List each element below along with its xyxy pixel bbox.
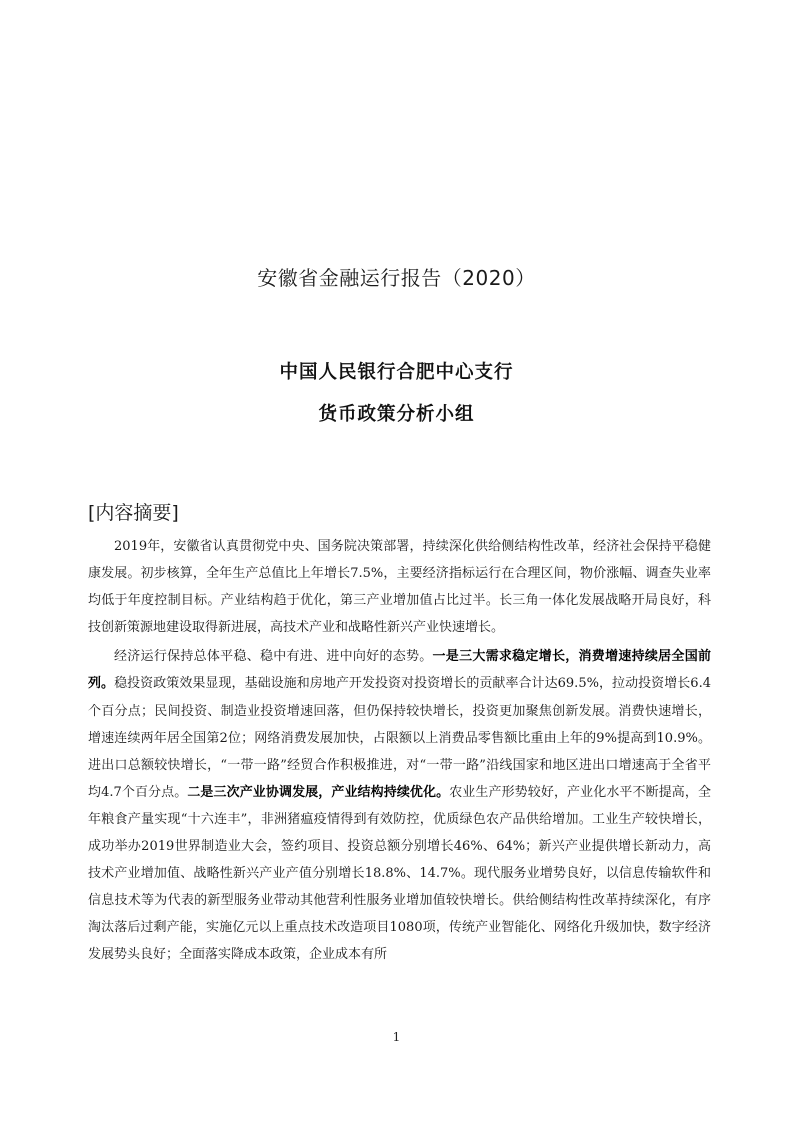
author-organization: 中国人民银行合肥中心支行 [279, 362, 514, 383]
abstract-paragraph-2 [88, 643, 711, 968]
report-title: 安徽省金融运行报告（2020） [257, 266, 536, 290]
abstract-paragraph-1: 2019年，安徽省认真贯彻党中央、国务院决策部署，持续深化供给侧结构性改革，经济社会保持平稳健康发展。初步核算，全年生产总值比上年增长7.5%，主要经济指标运行在合理区间，物价涨幅、调查失业率均低于年度控制目标。产业结构趋于优化，第三产业增加值占比过半。长三角一体化发展战略开局良好，科技创新策源地建设取得新进展，高技术产业和战略性新兴产业快速增长。 [88, 539, 711, 636]
page-number: 1 [392, 1030, 401, 1044]
key-point-bold: 二是三次产业协调发展，产业结构持续优化。 [187, 784, 450, 800]
key-point-bold: 一是三大需求稳定增长，消费增速持续居全国前列。 [88, 649, 711, 692]
paragraph-2-sentence: 经济运行保持总体平稳、稳中有进、进中向好的态势。 [114, 649, 433, 665]
paragraph-2-sentence: 稳投资政策效果显现，基础设施和房地产开发投资对投资增长的贡献率合计达69.5%，拉动投资增长6.4个百分点；民间投资、制造业投资增速回落，但仍保持较快增长，投资更加聚焦创新发展。消费快速增长，增速连续两年居全国第2位；网络消费发展加快，占限额以上消费品零售额比重由上年的9%提高到10.9%。进出口总额较快增长，“一带一路”经贸合作积极推进，对“一带一路”沿线国家和地区进出口增速高于全省平均4.7个百分点。 [88, 676, 711, 800]
author-group: 货币政策分析小组 [318, 404, 475, 425]
paragraph-2-sentence: 农业生产形势较好，产业化水平不断提高，全年粮食产量实现“十六连丰”，非洲猪瘟疫情得到有效防控，优质绿色农产品供给增加。工业生产较快增长，成功举办2019世界制造业大会，签约项目、投资总额分别增长46%、64%；新兴产业提供增长新动力，高技术产业增加值、战略性新兴产业产值分别增长18.8%、14.7%。现代服务业增势良好，以信息传输软件和信息技术等为代表的新型服务业带动其他营利性服务业增加值较快增长。供给侧结构性改革持续深化，有序淘汰落后过剩产能，实施亿元以上重点技术改造项目1080项，传统产业智能化、网络化升级加快，数字经济发展势头良好；全面落实降成本政策，企业成本有所 [88, 784, 711, 963]
abstract-body [88, 533, 711, 969]
abstract-heading: [内容摘要] [88, 502, 179, 524]
